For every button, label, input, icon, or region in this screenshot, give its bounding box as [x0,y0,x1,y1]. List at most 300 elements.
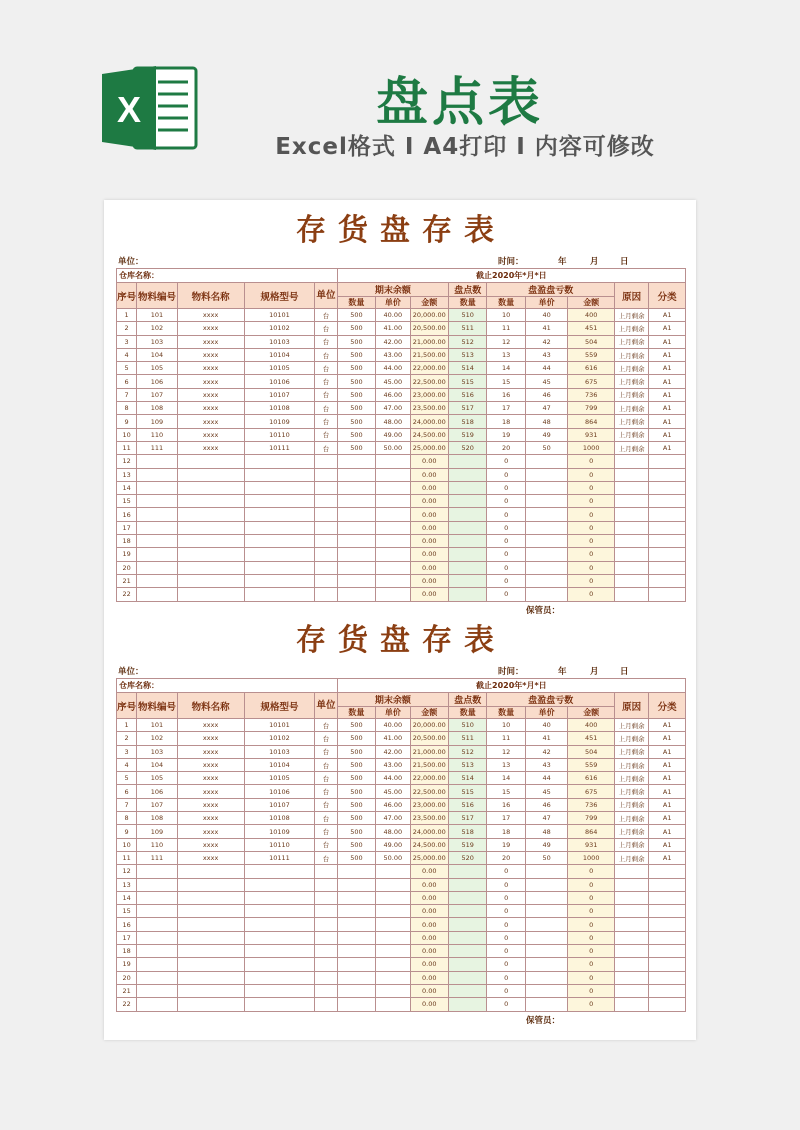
table-cell: 514 [448,772,486,785]
table-cell [448,548,486,561]
table-cell: 19 [487,428,525,441]
header-diff-price: 单价 [525,707,568,719]
table-cell: 23,000.00 [410,388,448,401]
table-cell: 10102 [244,732,315,745]
table-cell: xxxx [177,335,244,348]
table-cell [649,971,686,984]
header-diff-qty: 数量 [487,707,525,719]
header-spec: 规格型号 [244,693,315,719]
table-cell: 510 [448,309,486,322]
unit-label: 单位： [118,667,144,677]
table-cell: 46 [525,798,568,811]
table-cell: 1 [117,719,137,732]
table-cell: 0 [487,971,525,984]
table-cell: 0 [487,931,525,944]
table-cell: 0 [568,521,615,534]
table-cell: 台 [315,838,337,851]
table-cell: 931 [568,428,615,441]
table-cell: 15 [487,785,525,798]
table-cell: 10104 [244,758,315,771]
table-cell: 台 [315,851,337,864]
table-cell: 10107 [244,798,315,811]
table-cell [337,574,375,587]
table-cell: 6 [117,375,137,388]
table-cell: 500 [337,825,375,838]
table-cell: A1 [649,348,686,361]
meta-row [116,254,686,268]
table-cell: 上月剩余 [614,772,648,785]
table-cell [337,905,375,918]
table-cell: 513 [448,348,486,361]
table-cell: 10103 [244,745,315,758]
table-cell [525,891,568,904]
table-cell [137,905,177,918]
table-cell: 0.00 [410,931,448,944]
table-cell [649,508,686,521]
table-cell: 0 [568,945,615,958]
table-cell: 20,500.00 [410,322,448,335]
table-cell: 上月剩余 [614,441,648,454]
header-amount: 金额 [410,297,448,309]
header-ending-balance: 期末余额 [337,693,448,707]
table-cell: 515 [448,375,486,388]
table-cell [376,865,410,878]
table-cell: 12 [117,455,137,468]
table-cell [244,878,315,891]
table-cell: 41 [525,322,568,335]
table-cell: 47.00 [376,402,410,415]
table-cell: 45.00 [376,375,410,388]
table-cell: 0 [568,588,615,601]
page-header [0,0,800,200]
table-row [117,865,686,878]
table-cell: 10111 [244,851,315,864]
table-cell [376,521,410,534]
table-cell [525,865,568,878]
table-cell [137,481,177,494]
table-cell: 15 [117,905,137,918]
table-cell [177,865,244,878]
table-row [117,918,686,931]
table-cell: 0 [487,521,525,534]
table-cell: 0.00 [410,548,448,561]
table-cell: 0 [568,561,615,574]
table-cell: 20 [117,561,137,574]
table-cell: 40.00 [376,719,410,732]
table-cell: 9 [117,825,137,838]
table-cell: 519 [448,838,486,851]
table-cell: xxxx [177,322,244,335]
table-cell: 110 [137,428,177,441]
table-cell: 511 [448,732,486,745]
table-cell [614,535,648,548]
table-cell [448,535,486,548]
table-cell: 17 [487,402,525,415]
table-cell [337,878,375,891]
table-cell: 109 [137,825,177,838]
table-row [117,402,686,415]
table-cell: 0 [568,481,615,494]
table-cell: 24,500.00 [410,838,448,851]
header-code: 物料编号 [137,283,177,309]
table-cell: 49 [525,428,568,441]
table-cell: A1 [649,812,686,825]
table-cell: 14 [487,772,525,785]
table-cell [614,931,648,944]
table-row [117,878,686,891]
table-row [117,415,686,428]
table-cell: 1000 [568,441,615,454]
table-cell: 10105 [244,772,315,785]
table-cell: 上月剩余 [614,335,648,348]
time-label: 时间： [498,257,524,267]
table-cell: 台 [315,348,337,361]
table-cell [244,931,315,944]
table-cell: 500 [337,402,375,415]
table-cell: 12 [487,335,525,348]
warehouse-label: 仓库名称： [117,679,338,693]
table-cell [177,561,244,574]
table-cell [448,468,486,481]
table-cell: 44 [525,772,568,785]
table-cell [525,984,568,997]
table-cell: 0 [568,468,615,481]
table-cell [337,495,375,508]
table-cell [337,945,375,958]
table-cell [448,984,486,997]
table-cell: 15 [487,375,525,388]
table-cell [337,548,375,561]
table-cell: 500 [337,758,375,771]
table-cell: 台 [315,388,337,401]
table-cell [244,495,315,508]
table-cell [614,495,648,508]
table-cell [649,481,686,494]
table-cell: 106 [137,785,177,798]
table-cell: 43.00 [376,758,410,771]
table-row [117,984,686,997]
table-cell: 上月剩余 [614,838,648,851]
table-cell: 18 [487,415,525,428]
table-cell: 10110 [244,838,315,851]
table-cell [525,561,568,574]
table-row [117,348,686,361]
table-cell [649,958,686,971]
table-cell: 0 [487,958,525,971]
table-cell: 11 [487,322,525,335]
table-cell: 11 [117,441,137,454]
table-cell: 44.00 [376,362,410,375]
table-cell: 0.00 [410,905,448,918]
table-cell: 0 [487,455,525,468]
table-cell: 18 [117,945,137,958]
table-cell [177,971,244,984]
table-cell [614,468,648,481]
table-cell [525,588,568,601]
table-cell: 21,000.00 [410,335,448,348]
table-cell: 0 [487,535,525,548]
header-count-qty: 数量 [448,297,486,309]
table-cell: 0 [568,535,615,548]
table-cell [137,891,177,904]
year-label: 年 [558,667,567,677]
table-cell [649,998,686,1011]
table-cell [376,495,410,508]
header-price: 单价 [376,297,410,309]
table-row [117,441,686,454]
table-cell: A1 [649,309,686,322]
table-cell [177,891,244,904]
table-cell: 500 [337,812,375,825]
table-cell: 513 [448,758,486,771]
page-subtitle: Excel格式 I A4打印 I 内容可修改 [275,134,655,160]
table-cell [177,495,244,508]
table-cell: 18 [117,535,137,548]
table-cell: 0.00 [410,481,448,494]
table-cell: 108 [137,812,177,825]
table-cell: 10102 [244,322,315,335]
table-cell [525,971,568,984]
table-cell [614,958,648,971]
table-cell: 42 [525,335,568,348]
table-cell [337,588,375,601]
table-cell [614,878,648,891]
table-cell [448,481,486,494]
table-cell [614,561,648,574]
table-cell: 50 [525,851,568,864]
table-cell: 2 [117,322,137,335]
table-cell: 10 [117,428,137,441]
month-label: 月 [590,667,599,677]
table-cell [614,574,648,587]
table-cell: 0 [487,984,525,997]
table-cell: 上月剩余 [614,322,648,335]
table-cell [137,998,177,1011]
table-cell: 10109 [244,415,315,428]
table-cell [376,905,410,918]
table-cell [315,574,337,587]
table-cell: 上月剩余 [614,798,648,811]
keeper-label: 保管员： [526,605,561,616]
table-cell: 500 [337,375,375,388]
table-cell [137,878,177,891]
table-cell: A1 [649,838,686,851]
table-cell [649,455,686,468]
table-cell: 500 [337,745,375,758]
table-cell [177,481,244,494]
table-cell [315,891,337,904]
table-row [117,745,686,758]
time-label: 时间： [498,667,524,677]
table-cell [177,574,244,587]
table-cell: 4 [117,758,137,771]
table-cell [177,455,244,468]
table-cell: xxxx [177,402,244,415]
table-cell: 21,000.00 [410,745,448,758]
table-cell: 43 [525,758,568,771]
table-cell [376,455,410,468]
table-cell [315,998,337,1011]
table-cell [315,971,337,984]
table-cell: 16 [117,508,137,521]
header-qty: 数量 [337,297,375,309]
table-cell: 上月剩余 [614,745,648,758]
table-cell: 台 [315,772,337,785]
table-cell: 799 [568,812,615,825]
header-unit: 单位 [315,693,337,719]
table-cell: 上月剩余 [614,362,648,375]
table-cell: 0.00 [410,891,448,904]
table-cell: 111 [137,441,177,454]
table-cell: 103 [137,745,177,758]
table-cell: 675 [568,785,615,798]
table-cell [649,878,686,891]
table-cell: 101 [137,719,177,732]
table-cell: 0.00 [410,945,448,958]
table-cell [137,918,177,931]
table-cell [177,535,244,548]
table-row [117,548,686,561]
table-cell [525,481,568,494]
table-cell: xxxx [177,772,244,785]
table-cell [137,958,177,971]
table-cell: 110 [137,838,177,851]
table-cell: A1 [649,851,686,864]
table-cell: 台 [315,812,337,825]
table-cell [614,481,648,494]
table-cell [137,984,177,997]
table-cell: 17 [117,931,137,944]
table-cell: 504 [568,335,615,348]
table-cell: A1 [649,772,686,785]
table-cell [177,905,244,918]
table-cell [448,865,486,878]
table-cell: 616 [568,362,615,375]
table-cell [244,574,315,587]
table-cell: xxxx [177,375,244,388]
table-cell: xxxx [177,758,244,771]
table-cell: 500 [337,415,375,428]
table-cell: 15 [117,495,137,508]
table-cell: 736 [568,388,615,401]
table-cell: 109 [137,415,177,428]
table-cell: 上月剩余 [614,375,648,388]
table-cell [244,468,315,481]
table-cell [448,521,486,534]
table-cell [376,958,410,971]
table-cell [525,574,568,587]
table-cell: A1 [649,732,686,745]
table-cell: 43.00 [376,348,410,361]
table-cell [315,561,337,574]
table-cell [177,918,244,931]
sheet-title: 存货盘存表 [296,213,506,248]
table-cell [376,998,410,1011]
table-cell: 上月剩余 [614,309,648,322]
header-amount: 金额 [410,707,448,719]
table-cell: 50.00 [376,441,410,454]
table-cell [614,891,648,904]
table-cell [614,984,648,997]
table-cell: 台 [315,428,337,441]
table-cell: 105 [137,362,177,375]
table-cell [376,535,410,548]
page-title: 盘点表 [375,73,544,133]
table-cell: xxxx [177,851,244,864]
table-cell [448,931,486,944]
table-cell: 20,500.00 [410,732,448,745]
table-cell: 0.00 [410,971,448,984]
table-row [117,958,686,971]
table-cell: 0 [568,984,615,997]
table-cell: 44 [525,362,568,375]
table-cell [448,508,486,521]
header-unit: 单位 [315,283,337,309]
table-cell: 上月剩余 [614,388,648,401]
table-cell [337,891,375,904]
table-cell [177,508,244,521]
table-row [117,851,686,864]
meta-row [116,664,686,678]
table-cell [376,574,410,587]
table-cell: 14 [487,362,525,375]
excel-icon [100,64,200,152]
table-cell: 0 [568,891,615,904]
table-cell: 510 [448,719,486,732]
table-cell [177,958,244,971]
table-cell [525,548,568,561]
table-cell: 23,500.00 [410,402,448,415]
table-cell [337,535,375,548]
table-cell [337,521,375,534]
table-cell: A1 [649,719,686,732]
inventory-sheet-2 [116,618,686,1026]
table-cell [137,574,177,587]
table-cell: 13 [117,468,137,481]
table-cell: A1 [649,388,686,401]
table-cell: 11 [117,851,137,864]
table-cell: 864 [568,825,615,838]
table-cell: 24,000.00 [410,825,448,838]
table-cell [649,918,686,931]
table-cell: 0 [487,891,525,904]
table-cell: 500 [337,732,375,745]
table-cell: 0 [568,495,615,508]
table-cell: 0.00 [410,521,448,534]
table-cell: 511 [448,322,486,335]
table-row [117,362,686,375]
table-cell: 台 [315,335,337,348]
table-cell: 48 [525,825,568,838]
table-cell: 47.00 [376,812,410,825]
table-cell [525,878,568,891]
table-cell [649,521,686,534]
table-cell: 10110 [244,428,315,441]
table-cell [649,588,686,601]
table-cell: 24,000.00 [410,415,448,428]
table-cell [244,865,315,878]
cutoff-date: 截止2020年*月*日 [337,679,685,693]
table-cell: 41 [525,732,568,745]
table-cell: 3 [117,335,137,348]
table-cell [177,998,244,1011]
table-cell: 0 [487,878,525,891]
table-cell: 500 [337,772,375,785]
table-cell [337,481,375,494]
table-cell: 16 [487,798,525,811]
table-row [117,719,686,732]
table-cell: 44.00 [376,772,410,785]
